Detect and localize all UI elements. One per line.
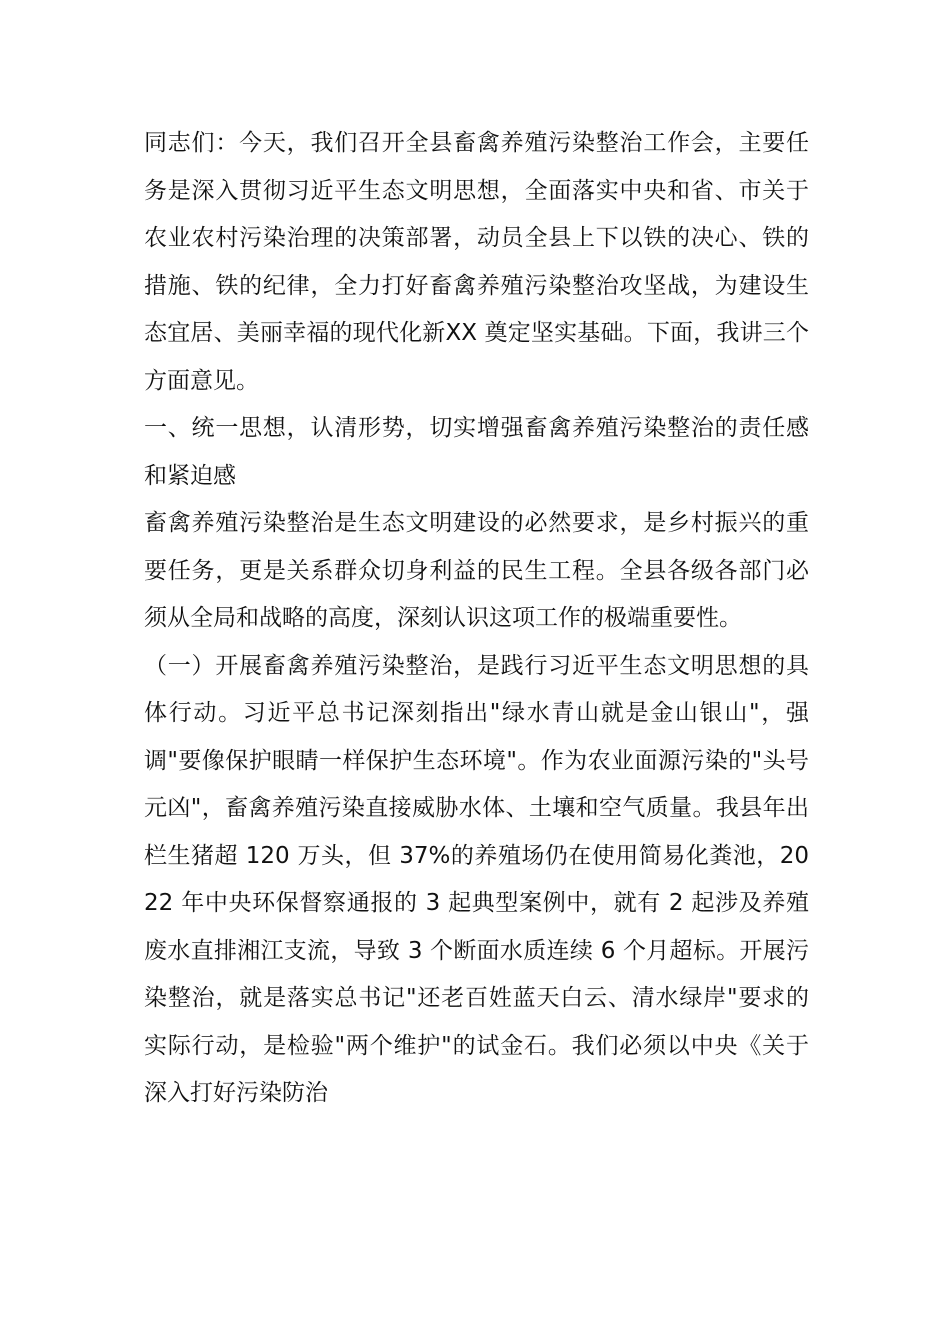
- document-body: [144, 120, 809, 1118]
- opening-paragraph: 同志们：今天，我们召开全县畜禽养殖污染整治工作会，主要任务是深入贯彻习近平生态文明思想，全面落实中央和省、市关于农业农村污染治理的决策部署，动员全县上下以铁的决心、铁的措施、铁的纪律，全力打好畜禽养殖污染整治攻坚战，为建设生态宜居、美丽幸福的现代化新XX 奠定坚实基础。下面，我讲三个方面意见。: [144, 130, 809, 394]
- body-paragraph: 畜禽养殖污染整治是生态文明建设的必然要求，是乡村振兴的重要任务，更是关系群众切身利益的民生工程。全县各级各部门必须从全局和战略的高度，深刻认识这项工作的极端重要性。: [144, 510, 809, 631]
- subsection-paragraph-1: （一）开展畜禽养殖污染整治，是践行习近平生态文明思想的具体行动。习近平总书记深刻指出"绿水青山就是金山银山"，强调"要像保护眼睛一样保护生态环境"。作为农业面源污染的"头号元凶"，畜禽养殖污染直接威胁水体、土壤和空气质量。我县年出栏生猪超 120 万头，但 37%的养殖场仍在使用简易化粪池，2022 年中央环保督察通报的 3 起典型案例中，就有 2 起涉及养殖废水直排湘江支流，导致 3 个断面水质连续 6 个月超标。开展污染整治，就是落实总书记"还老百姓蓝天白云、清水绿岸"要求的实际行动，是检验"两个维护"的试金石。我们必须以中央《关于深入打好污染防治: [144, 652, 809, 1106]
- section-heading-1: 一、统一思想，认清形势，切实增强畜禽养殖污染整治的责任感和紧迫感: [144, 415, 809, 489]
